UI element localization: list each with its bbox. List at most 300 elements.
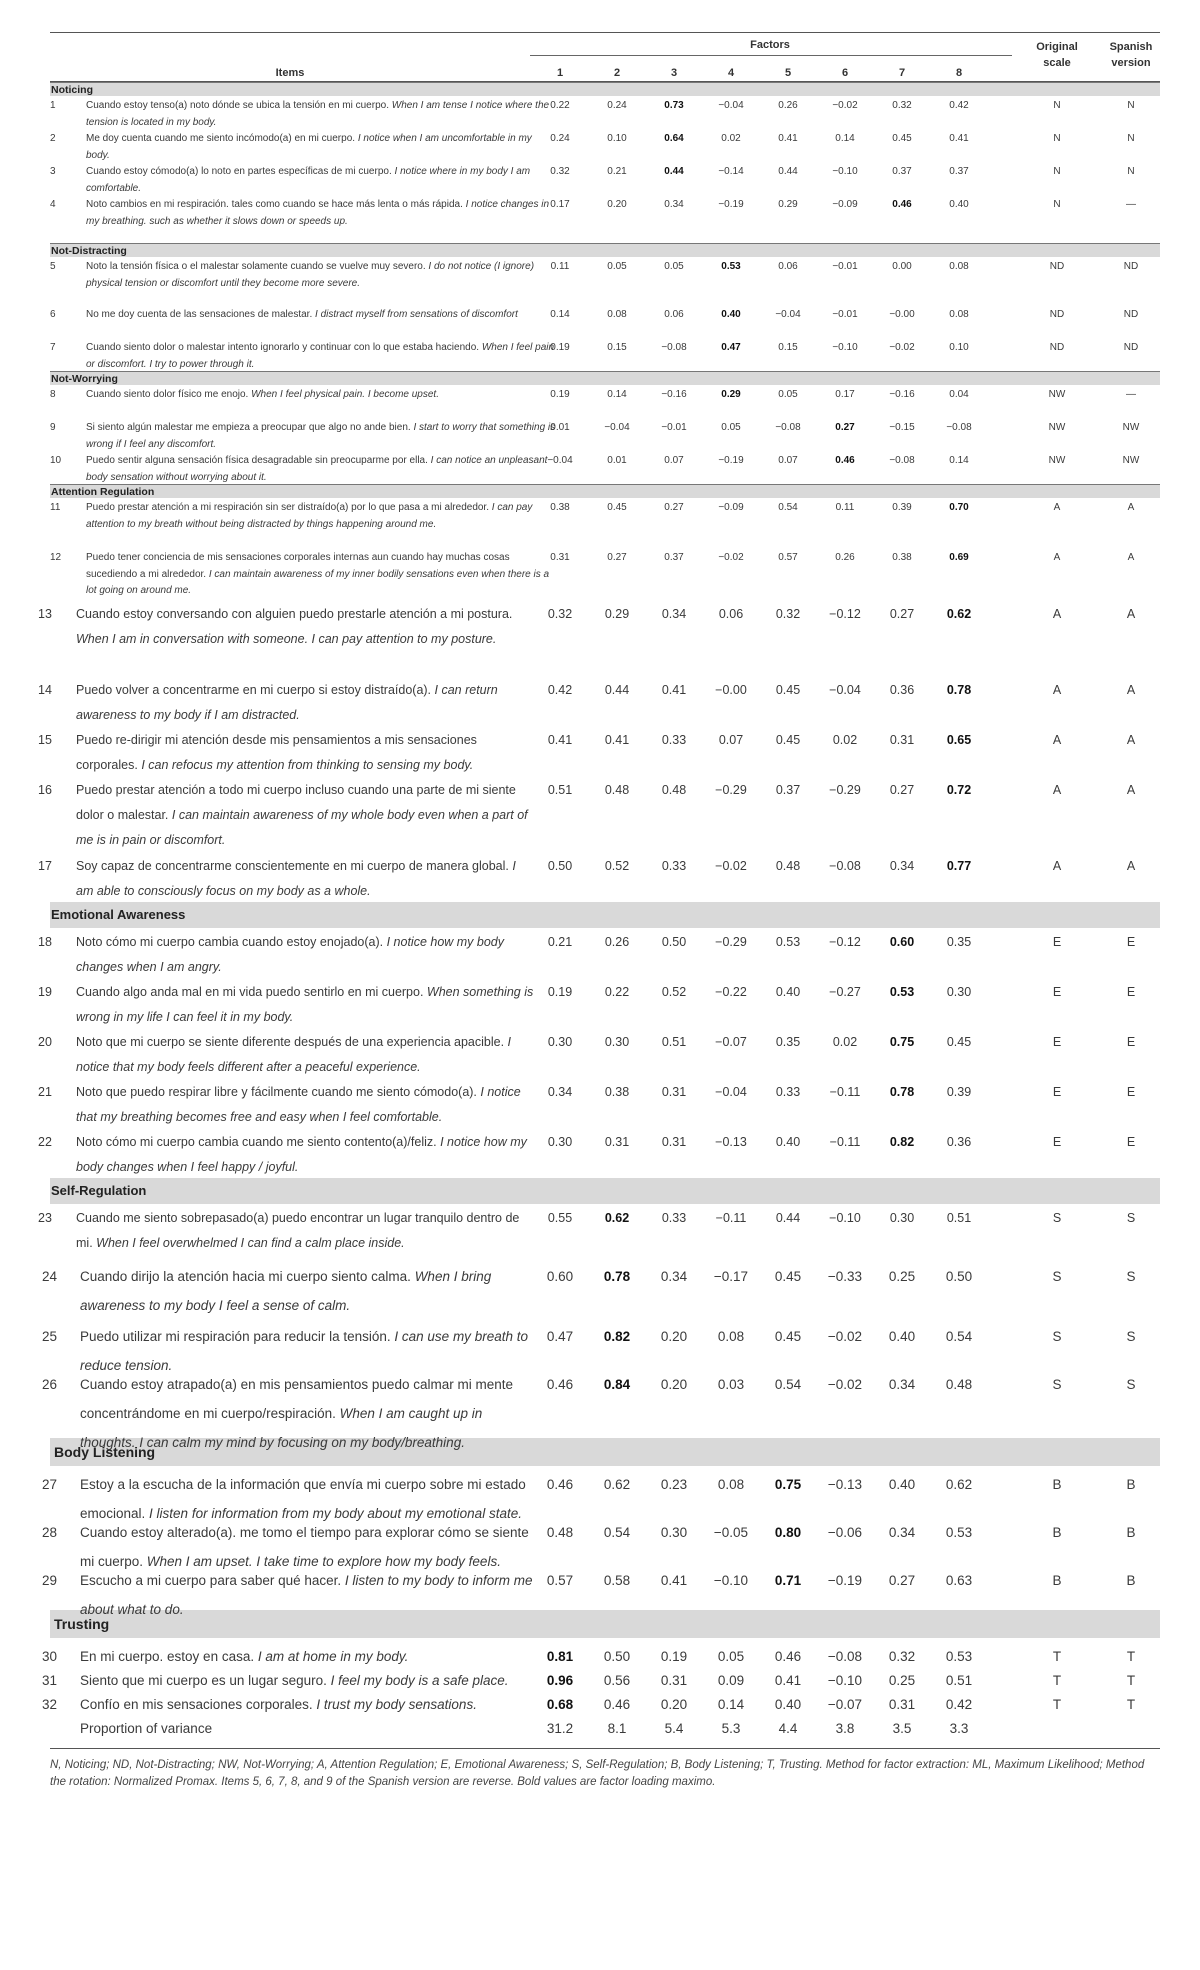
factor-6-value: −0.01 (832, 309, 858, 320)
original-scale-value: T (1052, 1649, 1062, 1664)
item-text-english: When I feel pain or discomfort. I try to power through it. (86, 342, 555, 370)
item-text-spanish: Noto que puedo respirar libre y fácilmente cuando me siento cómodo(a). (76, 1085, 481, 1099)
factor-2-value: 0.58 (603, 1573, 631, 1588)
factor-5-value: 0.37 (775, 783, 801, 797)
factor-8-value: 0.08 (949, 309, 969, 320)
factor-2-value: 0.84 (603, 1377, 631, 1392)
item-text-english: I listen for information from my body about my emotional state. (149, 1506, 522, 1521)
item-text-spanish: Puedo utilizar mi respiración para reducir la tensión. (80, 1329, 395, 1344)
factor-2-value: 0.45 (607, 502, 627, 513)
factor-4-value: 0.14 (717, 1697, 745, 1712)
factor-2-value: 0.62 (604, 1211, 630, 1225)
factor-1-value: 0.17 (550, 199, 570, 210)
factor-1-value: 0.19 (550, 389, 570, 400)
item-text (86, 98, 556, 131)
spanish-version-value: A (1126, 683, 1136, 697)
factor-4-value: −0.09 (718, 502, 744, 513)
item-number: 14 (38, 683, 52, 697)
item-text-spanish: En mi cuerpo. estoy en casa. (80, 1649, 258, 1664)
factor-7-value: 0.27 (889, 607, 915, 621)
factor-1-value: 0.38 (550, 502, 570, 513)
factor-8-heading: 8 (955, 67, 963, 79)
factor-6-value: −0.08 (829, 859, 861, 873)
factor-3-value: 0.33 (661, 859, 687, 873)
factor-3-value: 0.64 (664, 133, 684, 144)
factor-7-value: 0.34 (888, 1525, 916, 1540)
factor-7-value: 0.39 (892, 502, 912, 513)
factor-7-value: 0.27 (889, 783, 915, 797)
original-scale-value: ND (1049, 261, 1065, 272)
original-scale-value: E (1052, 1035, 1062, 1049)
factor-1-value: 0.32 (550, 166, 570, 177)
factor-1-value: −0.04 (547, 455, 573, 466)
factor-5-value: 0.80 (774, 1525, 802, 1540)
item-text-english: I notice when I am uncomfortable in my body. (86, 133, 532, 161)
original-scale-value: A (1053, 552, 1061, 563)
table-row (50, 498, 1160, 548)
factor-8-value: 0.36 (946, 1135, 972, 1149)
factor-6-value: −0.27 (829, 985, 861, 999)
factor-4-value: −0.29 (715, 783, 747, 797)
spanish-version-value: N (1127, 133, 1135, 144)
factor-3-value: 0.34 (661, 607, 687, 621)
factor-8-value: 0.08 (949, 261, 969, 272)
factor-2-value: 0.29 (604, 607, 630, 621)
factor-1-value: 0.48 (546, 1525, 574, 1540)
spanish-version-value: A (1126, 733, 1136, 747)
factor-6-value: −0.10 (832, 342, 858, 353)
factor-6-value: −0.33 (827, 1269, 863, 1284)
original-scale-value: N (1053, 100, 1061, 111)
factor-7-value: 0.27 (888, 1573, 916, 1588)
section-header: Body Listening (50, 1438, 1160, 1466)
factor-4-value: −0.29 (715, 935, 747, 949)
factor-4-value: 0.29 (721, 389, 741, 400)
spanish-version-value: S (1126, 1329, 1136, 1344)
factors-heading: Factors (750, 39, 790, 51)
item-number: 18 (38, 935, 52, 949)
factor-5-value: 0.44 (775, 1211, 801, 1225)
item-text-spanish: Noto cómo mi cuerpo cambia cuando me siento contento(a)/feliz. (76, 1135, 441, 1149)
factor-8-value: 0.63 (945, 1573, 973, 1588)
items-heading: Items (275, 67, 305, 79)
item-number: 15 (38, 733, 52, 747)
item-text (76, 980, 536, 1030)
factor-7-value: 0.37 (892, 166, 912, 177)
factor-6-value: −0.10 (827, 1673, 863, 1688)
item-text-spanish: Cuando me siento sobrepasado(a) puedo encontrar un lugar tranquilo dentro de mi. (76, 1211, 520, 1250)
factor-2-value: 0.78 (603, 1269, 631, 1284)
original-scale-heading: Original scale (1036, 41, 1078, 69)
item-text-english: I am able to consciously focus on my body as a whole. (76, 859, 516, 898)
item-text-spanish: Proportion of variance (80, 1721, 213, 1736)
factor-2-value: 0.15 (607, 342, 627, 353)
factor-4-value: 0.05 (717, 1649, 745, 1664)
item-text-english: When something is wrong in my life I can feel it in my body. (76, 985, 534, 1024)
item-text-spanish: Soy capaz de concentrarme conscientemente en mi cuerpo de manera global. (76, 859, 513, 873)
factor-5-value: 0.45 (775, 733, 801, 747)
original-scale-value: A (1052, 783, 1062, 797)
table-row (42, 1662, 1160, 1688)
item-text-english: I am at home in my body. (257, 1649, 409, 1664)
table-row (38, 726, 1160, 776)
factor-2-value: 0.52 (604, 859, 630, 873)
factor-1-value: 0.50 (547, 859, 573, 873)
factor-7-value: 0.78 (889, 1085, 915, 1099)
factor-1-heading: 1 (556, 67, 564, 79)
original-scale-value: A (1052, 683, 1062, 697)
factor-8-value: 3.3 (949, 1721, 969, 1736)
original-scale-value: ND (1049, 342, 1065, 353)
factor-2-value: 0.44 (604, 683, 630, 697)
item-text-english: I can return awareness to my body if I am distracted. (76, 683, 498, 722)
table-row (50, 96, 1160, 129)
factor-7-value: 0.60 (889, 935, 915, 949)
item-text-spanish: Cuando estoy tenso(a) noto dónde se ubica la tensión en mi cuerpo. (86, 100, 392, 111)
factor-1-value: 0.11 (550, 261, 570, 272)
factor-3-value: 0.20 (660, 1377, 688, 1392)
item-text-english: I trust my body sensations. (316, 1697, 477, 1712)
item-text-english: When I feel overwhelmed I can find a calm place inside. (96, 1236, 405, 1250)
factor-2-value: 0.31 (604, 1135, 630, 1149)
original-scale-value: T (1052, 1697, 1062, 1712)
factor-1-value: 0.34 (547, 1085, 573, 1099)
item-text (80, 1262, 536, 1320)
factor-1-value: 0.46 (546, 1477, 574, 1492)
factor-8-value: 0.04 (949, 389, 969, 400)
factor-1-value: 0.32 (547, 607, 573, 621)
factor-2-value: 0.10 (607, 133, 627, 144)
item-text-spanish: Confío en mis sensaciones corporales. (80, 1697, 317, 1712)
factor-5-value: −0.08 (775, 422, 801, 433)
original-scale-value: B (1052, 1573, 1062, 1588)
spanish-version-value: S (1126, 1269, 1136, 1284)
item-text-english: When I bring awareness to my body I feel a sense of calm. (80, 1269, 492, 1313)
item-text-english: I notice changes in my breathing. such as whether it slows down or speeds up. (86, 199, 550, 227)
factor-5-value: 0.45 (774, 1329, 802, 1344)
factor-3-value: 0.23 (660, 1477, 688, 1492)
factor-4-value: 5.3 (721, 1721, 741, 1736)
factor-5-value: −0.04 (775, 309, 801, 320)
factor-6-value: −0.10 (832, 166, 858, 177)
factor-6-heading: 6 (841, 67, 849, 79)
factor-6-value: 0.11 (835, 502, 855, 513)
factor-7-value: −0.00 (889, 309, 915, 320)
item-text (76, 678, 536, 728)
factor-7-value: 0.31 (889, 733, 915, 747)
item-text-english: I distract myself from sensations of discomfort (315, 309, 518, 320)
factor-4-value: −0.14 (718, 166, 744, 177)
factor-7-value: 0.25 (888, 1673, 916, 1688)
item-text (76, 602, 536, 652)
item-number: 21 (38, 1085, 52, 1099)
table-row (38, 776, 1160, 852)
factor-4-value: −0.04 (715, 1085, 747, 1099)
factor-6-value: −0.12 (829, 935, 861, 949)
item-text (76, 778, 536, 853)
table-row (38, 928, 1160, 978)
factor-8-value: 0.50 (945, 1269, 973, 1284)
original-scale-value: B (1052, 1525, 1062, 1540)
factor-3-value: 0.34 (664, 199, 684, 210)
factor-8-value: 0.40 (949, 199, 969, 210)
factor-6-value: −0.02 (827, 1377, 863, 1392)
original-scale-value: NW (1048, 422, 1066, 433)
item-text-spanish: Puedo tener conciencia de mis sensaciones corporales internas aun cuando hay muchas cosas sucediendo a mi alrededor. (86, 552, 510, 580)
original-scale-value: N (1053, 133, 1061, 144)
factor-3-value: 0.41 (660, 1573, 688, 1588)
factor-6-value: −0.29 (829, 783, 861, 797)
factor-5-value: 0.75 (774, 1477, 802, 1492)
spanish-version-value: E (1126, 1035, 1136, 1049)
item-text-english: I can notice an unpleasant body sensation without worrying about it. (86, 455, 548, 483)
factor-7-value: 0.34 (889, 859, 915, 873)
factor-4-value: −0.02 (715, 859, 747, 873)
table-footnote: N, Noticing; ND, Not-Distracting; NW, Not-Worrying; A, Attention Regulation; E, Emotional Awareness; S, Self-Regulation; B, Body Listening; T, Trusting. Method for factor extraction: ML, Maximum Likelihood; Method the rotation: Normalized Promax. Items 5, 6, 7, 8, and 9 of the Spanish version are reverse. Bold values are factor loading maximo. (50, 1759, 1145, 1788)
item-text-spanish: Estoy a la escucha de la información que envía mi cuerpo sobre mi estado emocional. (80, 1477, 526, 1521)
item-text (86, 387, 556, 404)
item-number: 26 (42, 1377, 58, 1392)
table-row (38, 1204, 1160, 1258)
item-text-english: When I am tense I notice where the tension is located in my body. (86, 100, 550, 128)
factor-8-value: 0.77 (946, 859, 972, 873)
table-row (42, 1318, 1160, 1373)
table-row (50, 257, 1160, 305)
factor-8-value: 0.54 (945, 1329, 973, 1344)
factor-6-value: −0.12 (829, 607, 861, 621)
factor-1-value: 0.19 (550, 342, 570, 353)
factor-3-value: 0.19 (660, 1649, 688, 1664)
factor-6-value: −0.07 (827, 1697, 863, 1712)
factors-rule (530, 55, 1012, 56)
factor-3-value: 0.20 (660, 1697, 688, 1712)
table-row (42, 1686, 1160, 1712)
item-text-english: I start to worry that something is wrong if I feel any discomfort. (86, 422, 556, 450)
factor-8-value: 0.14 (949, 455, 969, 466)
table-row (42, 1366, 1160, 1450)
factor-3-value: −0.08 (661, 342, 687, 353)
spanish-version-value: ND (1123, 309, 1139, 320)
factor-5-value: 0.41 (774, 1673, 802, 1688)
item-number: 6 (50, 309, 56, 320)
factor-8-value: 0.45 (946, 1035, 972, 1049)
factor-8-value: 0.30 (946, 985, 972, 999)
factor-2-value: 0.08 (607, 309, 627, 320)
item-text-english: I notice that my body feels different after a peaceful experience. (76, 1035, 512, 1074)
factor-2-value: 0.38 (604, 1085, 630, 1099)
factor-3-value: −0.01 (661, 422, 687, 433)
factor-4-value: −0.04 (718, 100, 744, 111)
item-text-spanish: Noto cambios en mi respiración. tales como cuando se hace más lenta o más rápida. (86, 199, 466, 210)
factor-6-value: −0.11 (829, 1085, 861, 1099)
item-text (80, 1370, 536, 1457)
item-text-spanish: Si siento algún malestar me empieza a preocupar que algo no ande bien. (86, 422, 414, 433)
factor-4-value: 0.08 (717, 1329, 745, 1344)
item-number: 13 (38, 607, 52, 621)
factor-8-value: 0.72 (946, 783, 972, 797)
original-scale-value: A (1052, 733, 1062, 747)
factor-1-value: 0.60 (546, 1269, 574, 1284)
item-text-spanish: Me doy cuenta cuando me siento incómodo(a) en mi cuerpo. (86, 133, 358, 144)
factor-8-value: 0.42 (945, 1697, 973, 1712)
factor-1-value: 0.68 (546, 1697, 574, 1712)
factor-1-value: 0.14 (550, 309, 570, 320)
factor-1-value: 31.2 (546, 1721, 574, 1736)
factor-6-value: −0.04 (829, 683, 861, 697)
item-number: 20 (38, 1035, 52, 1049)
section-header: Noticing (50, 82, 1160, 96)
factor-8-value: 0.65 (946, 733, 972, 747)
spanish-version-value: A (1126, 607, 1136, 621)
factor-1-value: 0.55 (547, 1211, 573, 1225)
factor-3-value: 0.73 (664, 100, 684, 111)
item-text-spanish: Cuando algo anda mal en mi vida puedo sentirlo en mi cuerpo. (76, 985, 427, 999)
factor-8-value: 0.51 (946, 1211, 972, 1225)
table-row (38, 676, 1160, 726)
factor-5-value: 0.71 (774, 1573, 802, 1588)
spanish-version-value: — (1126, 199, 1136, 210)
factor-6-value: 0.46 (835, 455, 855, 466)
original-scale-value: T (1052, 1673, 1062, 1688)
original-scale-value: N (1053, 199, 1061, 210)
factor-2-value: 0.82 (603, 1329, 631, 1344)
spanish-version-value: E (1126, 1085, 1136, 1099)
spanish-version-value: B (1126, 1573, 1136, 1588)
item-text (86, 307, 556, 324)
factor-2-value: 0.24 (607, 100, 627, 111)
item-text-spanish: Cuando estoy alterado(a). me tomo el tiempo para explorar cómo se siente mi cuerpo. (80, 1525, 529, 1569)
item-number: 3 (50, 166, 56, 177)
factor-3-value: 0.34 (660, 1269, 688, 1284)
table-row (50, 548, 1160, 600)
factor-8-value: 0.41 (949, 133, 969, 144)
factor-8-value: −0.08 (946, 422, 972, 433)
factor-7-value: 0.53 (889, 985, 915, 999)
factor-5-value: 0.57 (778, 552, 798, 563)
table-row (42, 1466, 1160, 1521)
original-scale-value: S (1052, 1329, 1062, 1344)
item-text (76, 930, 536, 980)
factor-7-value: 0.75 (889, 1035, 915, 1049)
item-text (86, 259, 556, 292)
section-header: Trusting (50, 1610, 1160, 1638)
factor-8-value: 0.70 (949, 502, 969, 513)
item-text-spanish: Puedo prestar atención a mi respiración sin ser distraído(a) por lo que pasa a mi alrededor. (86, 502, 492, 513)
original-scale-value: S (1052, 1377, 1062, 1392)
factor-6-value: −0.02 (832, 100, 858, 111)
factor-1-value: 0.30 (547, 1135, 573, 1149)
item-text-spanish: Noto que mi cuerpo se siente diferente después de una experiencia apacible. (76, 1035, 508, 1049)
factor-3-value: 0.52 (661, 985, 687, 999)
item-number: 27 (42, 1477, 58, 1492)
item-text (80, 1714, 536, 1743)
spanish-version-value: — (1126, 389, 1136, 400)
item-text-english: I can use my breath to reduce tension. (80, 1329, 528, 1373)
factor-6-value: 0.26 (835, 552, 855, 563)
item-number: 19 (38, 985, 52, 999)
item-number: 5 (50, 261, 56, 272)
spanish-version-value: A (1126, 783, 1136, 797)
factor-6-value: 3.8 (835, 1721, 855, 1736)
item-text-english: When I feel physical pain. I become upset. (251, 389, 439, 400)
item-text-spanish: Cuando siento dolor físico me enojo. (86, 389, 252, 400)
factor-7-value: 0.00 (892, 261, 912, 272)
factor-4-value: 0.40 (721, 309, 741, 320)
factor-2-value: 0.14 (607, 389, 627, 400)
factor-8-value: 0.37 (949, 166, 969, 177)
factor-4-value: 0.53 (721, 261, 741, 272)
factor-6-value: −0.09 (832, 199, 858, 210)
item-text-spanish: Siento que mi cuerpo es un lugar seguro. (80, 1673, 331, 1688)
factor-5-value: 0.40 (775, 985, 801, 999)
factor-6-value: 0.14 (835, 133, 855, 144)
factor-6-value: −0.08 (827, 1649, 863, 1664)
item-text (80, 1566, 536, 1624)
item-text-english: I notice that my breathing becomes free and easy when I feel comfortable. (76, 1085, 521, 1124)
factor-3-value: 0.06 (664, 309, 684, 320)
table-row (50, 385, 1160, 418)
factor-1-value: 0.30 (547, 1035, 573, 1049)
item-number: 32 (42, 1697, 58, 1712)
original-scale-value: A (1052, 607, 1062, 621)
factor-4-value: 0.47 (721, 342, 741, 353)
factor-8-value: 0.42 (949, 100, 969, 111)
original-scale-value: A (1053, 502, 1061, 513)
factor-3-value: 0.51 (661, 1035, 687, 1049)
factor-2-value: 0.30 (604, 1035, 630, 1049)
factor-3-value: 0.31 (661, 1085, 687, 1099)
factor-3-value: 0.33 (661, 1211, 687, 1225)
factor-5-value: 0.05 (778, 389, 798, 400)
factor-4-value: −0.10 (713, 1573, 749, 1588)
factor-7-value: 3.5 (892, 1721, 912, 1736)
factor-8-value: 0.62 (946, 607, 972, 621)
table-header (50, 33, 1160, 81)
factor-7-value: 0.40 (888, 1477, 916, 1492)
factor-4-value: 0.07 (718, 733, 744, 747)
factor-1-value: 0.41 (547, 733, 573, 747)
factor-3-value: 0.30 (660, 1525, 688, 1540)
item-text-english: I can maintain awareness of my whole body even when a part of me is in pain or discomfort. (76, 808, 528, 847)
factor-4-value: −0.17 (713, 1269, 749, 1284)
original-scale-value: NW (1048, 389, 1066, 400)
item-number: 31 (42, 1673, 58, 1688)
table-row (50, 305, 1160, 338)
factor-2-value: 0.50 (603, 1649, 631, 1664)
factor-4-value: −0.22 (715, 985, 747, 999)
item-number: 17 (38, 859, 52, 873)
factor-5-value: 0.41 (778, 133, 798, 144)
factor-7-value: 0.32 (888, 1649, 916, 1664)
factor-2-value: 0.48 (604, 783, 630, 797)
spanish-version-value: T (1126, 1673, 1136, 1688)
factor-7-value: 0.34 (888, 1377, 916, 1392)
table-container (38, 0, 1160, 1791)
factor-6-value: −0.06 (827, 1525, 863, 1540)
item-number: 25 (42, 1329, 58, 1344)
factor-6-value: 0.02 (832, 733, 858, 747)
item-number: 30 (42, 1649, 58, 1664)
factor-2-value: −0.04 (604, 422, 630, 433)
factor-4-value: 0.05 (721, 422, 741, 433)
factor-6-value: 0.27 (835, 422, 855, 433)
spanish-version-value: NW (1122, 455, 1140, 466)
item-text-spanish: Puedo sentir alguna sensación física desagradable sin preocuparme por ella. (86, 455, 431, 466)
factor-3-value: 0.44 (664, 166, 684, 177)
original-scale-value: B (1052, 1477, 1062, 1492)
item-number: 9 (50, 422, 56, 433)
factor-6-value: −0.11 (829, 1135, 861, 1149)
